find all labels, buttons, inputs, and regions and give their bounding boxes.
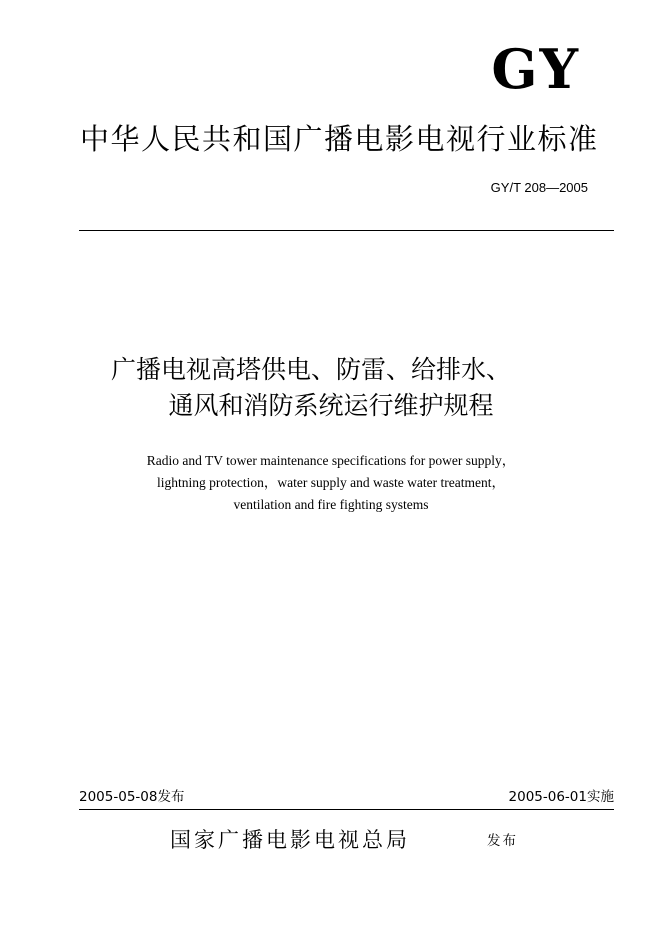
title-en-line-3: ventilation and fire fighting systems <box>233 497 429 512</box>
title-zh-line-2: 通风和消防系统运行维护规程 <box>168 391 494 420</box>
standard-number: GY/T 208—2005 <box>490 180 588 195</box>
standard-mark: GY <box>491 37 580 101</box>
implement-date: 2005-06-01实施 <box>508 789 614 805</box>
publish-date: 2005-05-08发布 <box>79 789 185 805</box>
issuing-authority: 国家广播电影电视总局 <box>170 828 410 852</box>
title-en-line-1: Radio and TV tower maintenance specifications for power supply， <box>146 453 516 468</box>
english-title <box>60 450 602 516</box>
document-title <box>60 352 602 424</box>
standard-type-title: 中华人民共和国广播电影电视行业标准 <box>80 122 599 156</box>
footer-divider <box>79 809 614 810</box>
title-zh-line-1: 广播电视高塔供电、防雷、给排水、 <box>110 355 511 384</box>
title-en-line-2: lightning protection，water supply and waste water treatment， <box>157 475 505 490</box>
issuing-action: 发布 <box>487 833 518 849</box>
header-divider <box>79 230 614 231</box>
